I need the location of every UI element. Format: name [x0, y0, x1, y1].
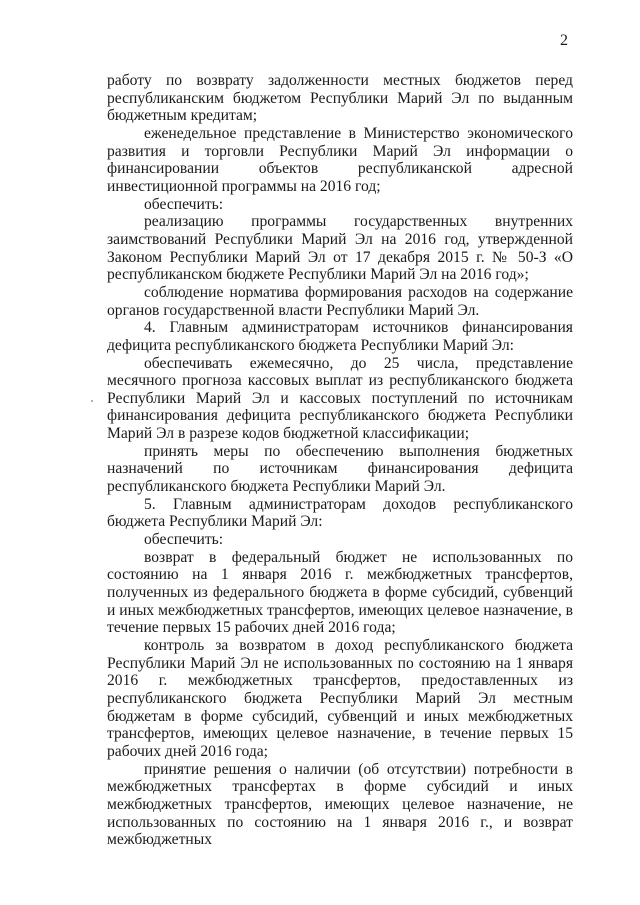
paragraph-ensure-label-2: обеспечить:: [144, 531, 224, 549]
paragraph-section-4-heading: 4. Главным администраторам источников финансирования дефицита республиканского бюджета Республики Марий Эл:: [107, 319, 573, 354]
scan-speck: [91, 400, 93, 402]
paragraph-monthly-forecast: обеспечивать ежемесячно, до 25 числа, представление месячного прогноза кассовых выплат из республиканского бюджета Республики Марий Эл и кассовых поступлений по источникам финансирования дефицита республиканского бюджета Республики Марий Эл в разрезе кодов бюджетной классификации;: [107, 354, 573, 443]
page-number: 2: [560, 32, 568, 49]
paragraph-need-decision: принятие решения о наличии (об отсутствии) потребности в межбюджетных трансфертах в форме субсидий и иных межбюджетных трансфертов, имеющих целевое назначение, не использованных по состоянию на 1 января 2016 г., и возврат межбюджетных: [107, 760, 573, 849]
paragraph-loan-debt-recovery: работу по возврату задолженности местных бюджетов перед республиканским бюджетом Республики Марий Эл по выданным бюджетным кредитам;: [107, 72, 573, 125]
paragraph-ensure-label: обеспечить:: [144, 195, 224, 213]
document-body: [107, 72, 573, 849]
paragraph-borrowing-program: реализацию программы государственных внутренних заимствований Республики Марий Эл на 2016 год, утвержденной Законом Республики Марий Эл от 17 декабря 2015 г. № 50-З «О республиканском бюджете Республики Марий Эл на 2016 год»;: [107, 213, 573, 284]
paragraph-federal-return: возврат в федеральный бюджет не использованных по состоянию на 1 января 2016 г. межбюджетных трансфертов, полученных из федерального бюджета в форме субсидий, субвенций и иных межбюджетных трансфертов, имеющих целевое назначение, в течение первых 15 рабочих дней 2016 года;: [107, 548, 573, 637]
paragraph-weekly-report: еженедельное представление в Министерство экономического развития и торговли Республики Марий Эл информации о финансировании объектов республиканской адресной инвестиционной программы на 2016 год;: [107, 124, 573, 195]
paragraph-take-measures: принять меры по обеспечению выполнения бюджетных назначений по источникам финансирования дефицита республиканского бюджета Республики Марий Эл.: [107, 442, 573, 496]
paragraph-section-5-heading: 5. Главным администраторам доходов республиканского бюджета Республики Марий Эл:: [107, 495, 573, 531]
paragraph-expense-norm: соблюдение норматива формирования расходов на содержание органов государственной власти Республики Марий Эл.: [107, 283, 573, 319]
paragraph-return-control: контроль за возвратом в доход республиканского бюджета Республики Марий Эл не использованных по состоянию на 1 января 2016 г. межбюджетных трансфертов, предоставленных из республиканского бюджета Республики Марий Эл местным бюджетам в форме субсидий, субвенций и иных межбюджетных трансфертов, имеющих целевое назначение, в течение первых 15 рабочих дней 2016 года;: [107, 637, 573, 760]
